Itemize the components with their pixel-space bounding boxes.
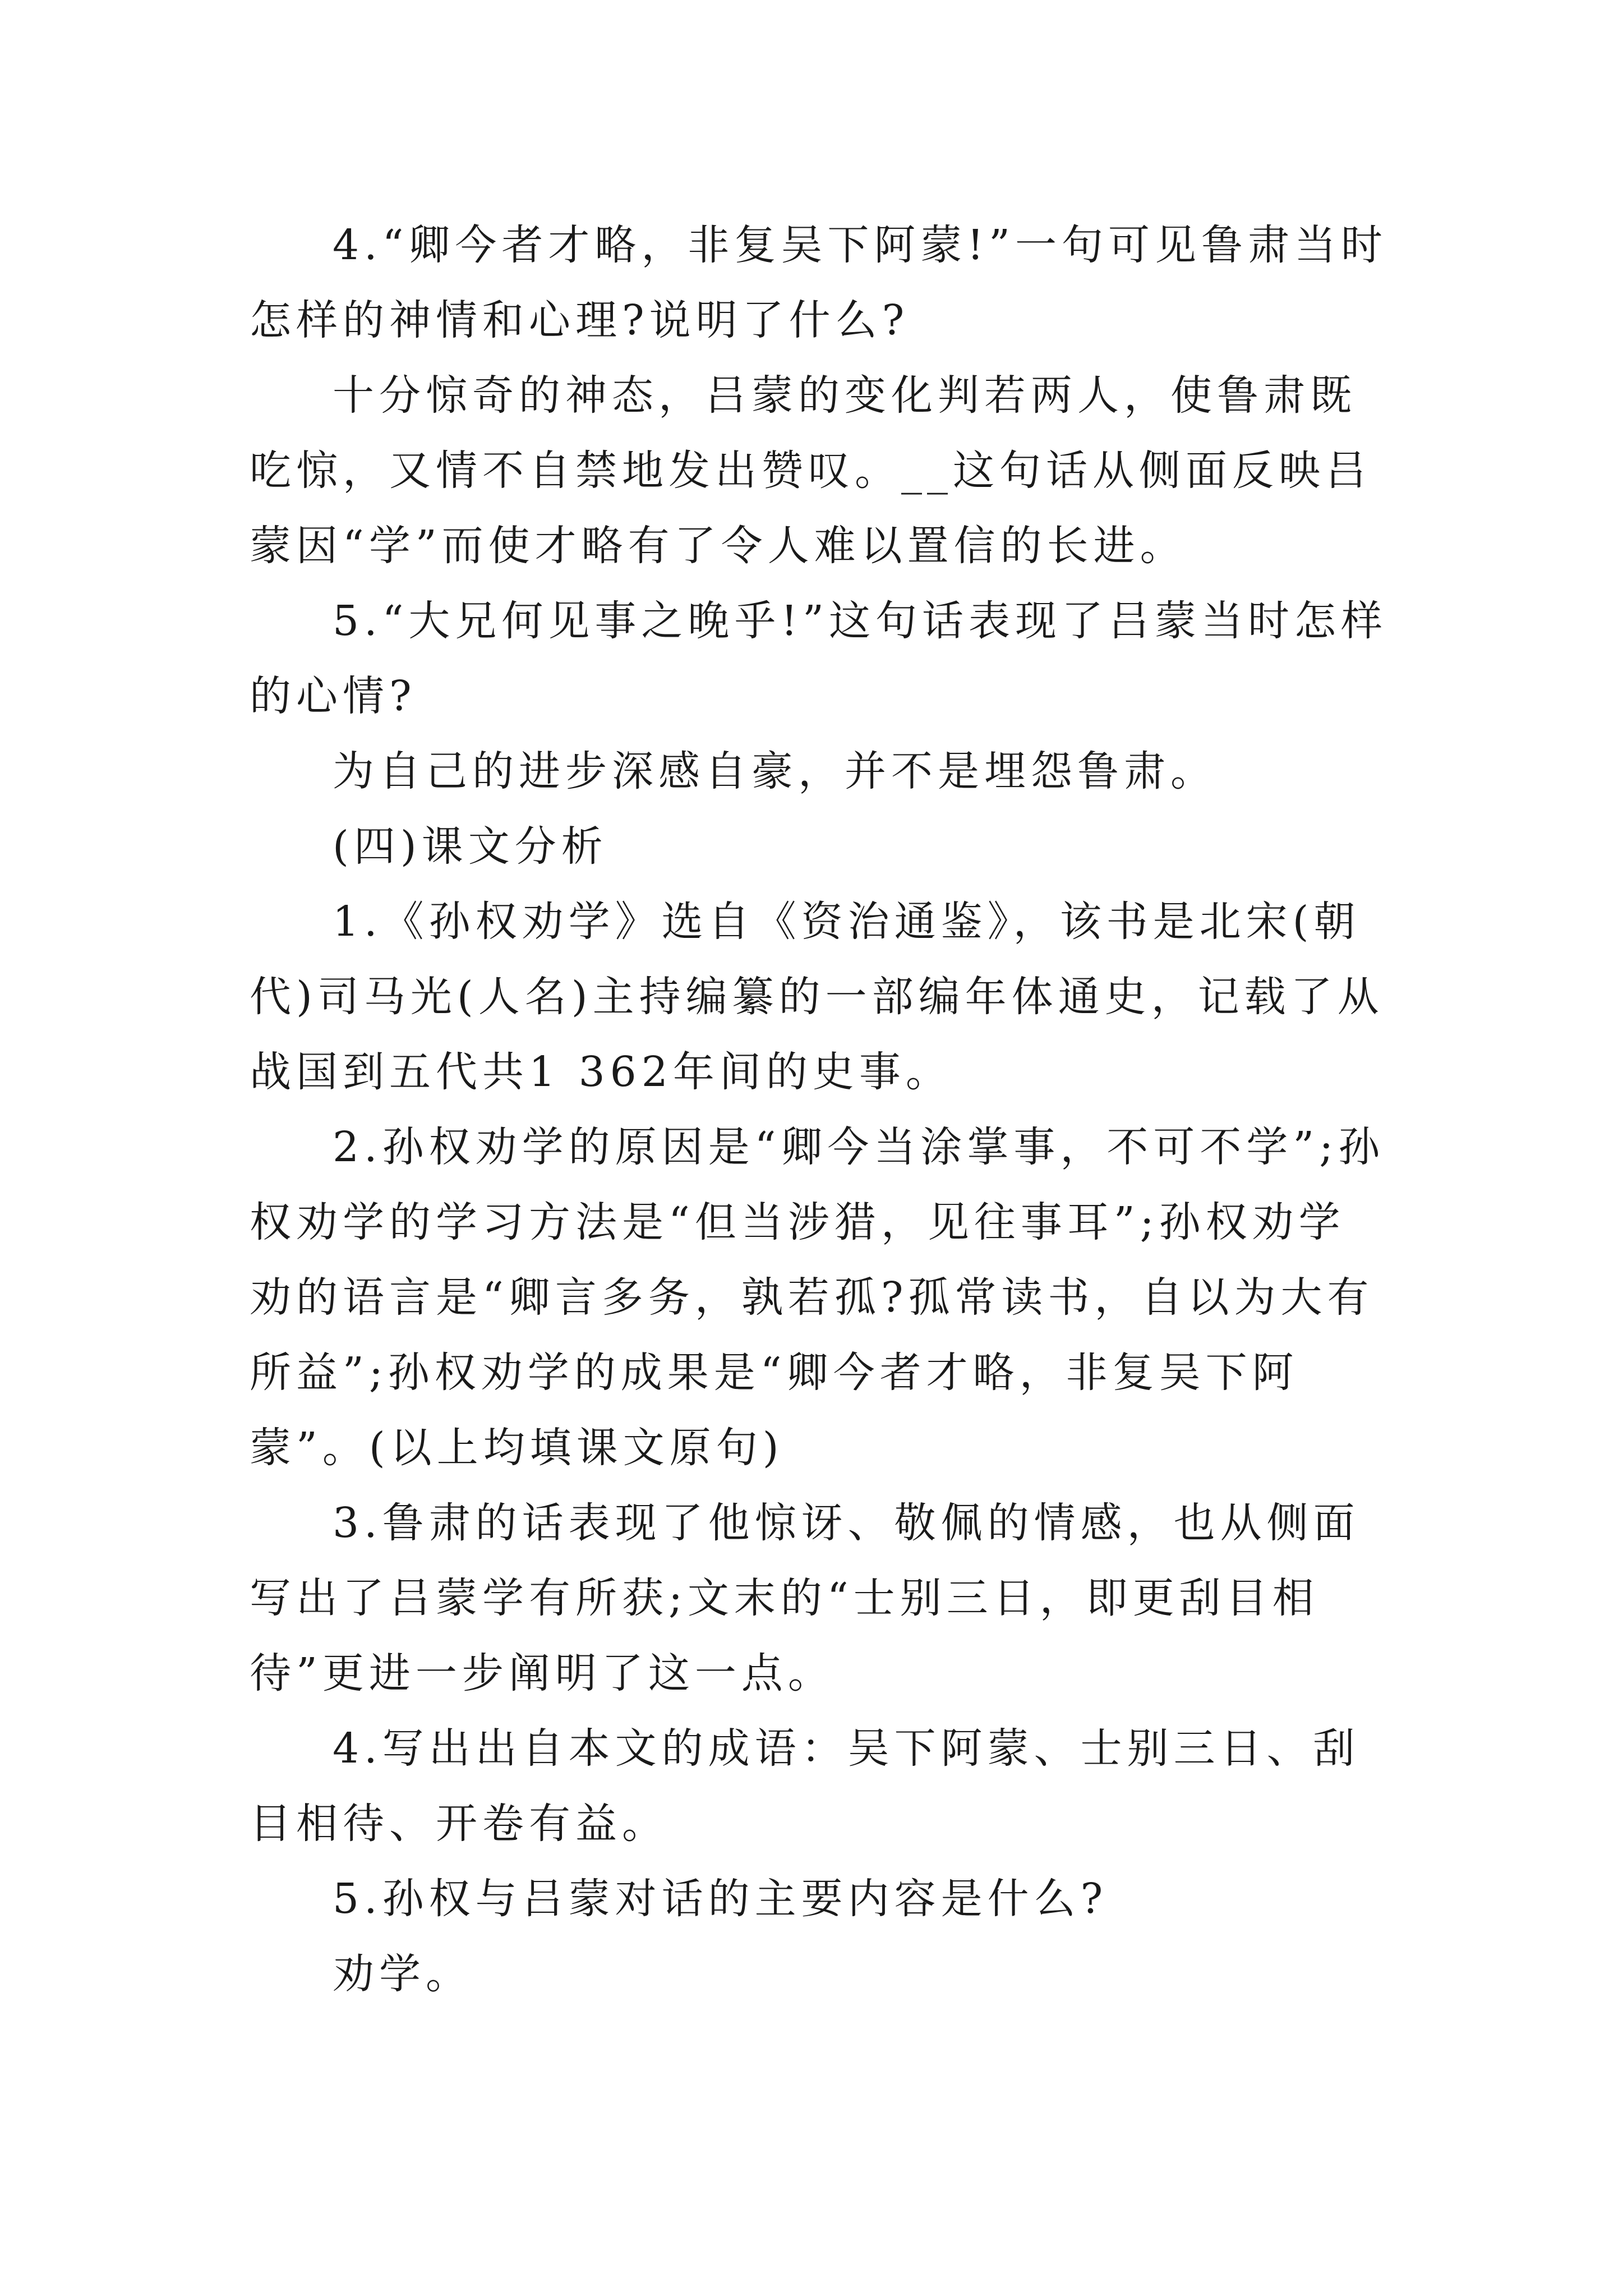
section-heading: (四)课文分析: [333, 822, 608, 871]
document-body: [250, 208, 1388, 2012]
analysis-item-1: 1.《孙权劝学》选自《资治通鉴》，该书是北宋(朝代)司马光(人名)主持编纂的一部编年体通史，记载了从战国到五代共1 362年间的史事。: [250, 898, 1384, 1096]
answer-5: 为自己的进步深感自豪，并不是埋怨鲁肃。: [333, 747, 1217, 795]
analysis-item-3: 3.鲁肃的话表现了他惊讶、敬佩的情感，也从侧面写出了吕蒙学有所获;文末的“士别三日，即更刮目相待”更进一步阐明了这一点。: [250, 1499, 1360, 1697]
analysis-item-2: 2.孙权劝学的原因是“卿今当涂掌事，不可不学”;孙权劝学的学习方法是“但当涉猎，见往事耳”;孙权劝学劝的语言是“卿言多务，孰若孤?孤常读书，自以为大有所益”;孙权劝学的成果是“卿今者才略，非复吴下阿蒙”。(以上均填课文原句): [250, 1123, 1385, 1472]
analysis-answer-5: 劝学。: [333, 1950, 472, 1998]
analysis-item-4: 4.写出出自本文的成语：吴下阿蒙、士别三日、刮目相待、开卷有益。: [250, 1724, 1360, 1848]
analysis-item-5: 5.孙权与吕蒙对话的主要内容是什么?: [333, 1875, 1108, 1923]
question-4: 4.“卿今者才略，非复吴下阿蒙!”一句可见鲁肃当时怎样的神情和心理?说明了什么?: [250, 221, 1388, 344]
question-5: 5.“大兄何见事之晚乎!”这句话表现了吕蒙当时怎样的心情?: [250, 597, 1388, 720]
answer-4: 十分惊奇的神态，吕蒙的变化判若两人，使鲁肃既吃惊，又情不自禁地发出赞叹。__这句话从侧面反映吕蒙因“学”而使才略有了令人难以置信的长进。: [250, 371, 1372, 570]
